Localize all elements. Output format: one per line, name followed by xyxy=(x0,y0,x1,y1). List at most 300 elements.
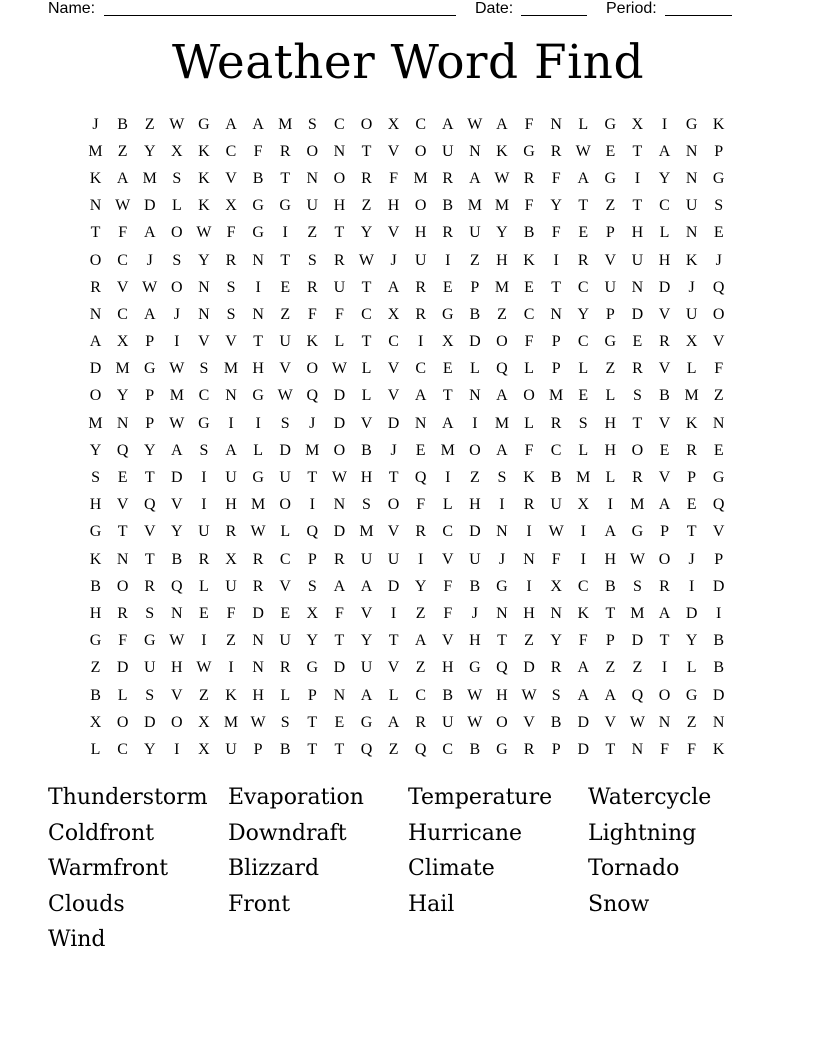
grid-letter: T xyxy=(578,197,589,215)
grid-letter: G xyxy=(252,387,264,405)
grid-letter: A xyxy=(577,169,590,187)
grid-letter: M xyxy=(494,414,510,432)
grid-letter: N xyxy=(252,251,264,269)
grid-letter: Q xyxy=(414,469,427,487)
grid-letter: P xyxy=(605,305,615,323)
grid-letter: Z xyxy=(469,251,480,269)
grid-letter: I xyxy=(445,469,451,487)
name-blank-line xyxy=(104,0,456,16)
grid-letter: E xyxy=(524,278,534,296)
grid-letter: S xyxy=(362,496,371,514)
grid-letter: S xyxy=(578,414,588,432)
grid-letter: K xyxy=(198,197,210,215)
grid-letter: U xyxy=(360,550,373,568)
grid-letter: P xyxy=(551,333,561,351)
grid-letter: C xyxy=(415,686,426,704)
grid-letter: W xyxy=(575,142,591,160)
grid-letter: M xyxy=(576,469,591,487)
grid-letter: H xyxy=(360,469,373,487)
grid-letter: U xyxy=(469,224,481,242)
grid-row xyxy=(82,709,742,736)
grid-letter: B xyxy=(659,387,670,405)
grid-letter: P xyxy=(307,550,317,568)
grid-letter: S xyxy=(632,577,642,595)
grid-letter: Z xyxy=(605,659,616,677)
grid-letter: S xyxy=(307,115,317,133)
grid-letter: S xyxy=(172,251,182,269)
grid-letter: E xyxy=(280,278,291,296)
grid-letter: E xyxy=(199,604,209,622)
grid-letter: B xyxy=(361,441,372,459)
grid-letter: B xyxy=(279,740,291,758)
grid-letter: V xyxy=(387,224,400,242)
grid-letter: I xyxy=(228,414,234,432)
grid-letter: O xyxy=(306,142,319,160)
grid-letter: E xyxy=(713,224,724,242)
grid-letter: U xyxy=(469,550,481,568)
grid-letter: Y xyxy=(171,523,183,541)
grid-letter: Z xyxy=(686,713,697,731)
grid-letter: L xyxy=(361,360,372,378)
grid-letter: D xyxy=(171,469,183,487)
grid-letter: R xyxy=(415,278,426,296)
grid-letter: A xyxy=(171,441,183,459)
grid-letter: I xyxy=(228,659,234,677)
grid-letter: K xyxy=(712,115,725,133)
grid-letter: D xyxy=(279,441,291,459)
grid-letter: N xyxy=(685,169,698,187)
grid-letter: H xyxy=(604,550,617,568)
grid-letter: G xyxy=(469,659,481,677)
grid-letter: D xyxy=(252,604,264,622)
grid-row xyxy=(82,138,742,165)
grid-letter: U xyxy=(225,469,237,487)
grid-letter: O xyxy=(171,224,183,242)
grid-letter: C xyxy=(279,550,291,568)
grid-letter: O xyxy=(279,496,291,514)
grid-letter: Z xyxy=(605,360,616,378)
grid-letter: D xyxy=(469,523,481,541)
grid-letter: R xyxy=(577,251,589,269)
grid-letter: T xyxy=(280,169,291,187)
grid-letter: U xyxy=(441,142,454,160)
grid-letter: S xyxy=(280,713,290,731)
grid-letter: E xyxy=(415,441,426,459)
grid-letter: V xyxy=(225,333,237,351)
grid-letter: N xyxy=(333,496,346,514)
grid-letter: J xyxy=(146,251,153,269)
grid-letter: M xyxy=(494,197,510,215)
grid-letter: X xyxy=(198,740,210,758)
grid-row xyxy=(82,301,742,328)
grid-letter: B xyxy=(469,740,481,758)
grid-letter: B xyxy=(252,169,264,187)
grid-letter: W xyxy=(629,550,645,568)
grid-letter: A xyxy=(225,441,237,459)
grid-letter: D xyxy=(89,360,102,378)
grid-letter: N xyxy=(523,550,535,568)
grid-letter: R xyxy=(442,169,454,187)
grid-letter: Z xyxy=(632,659,643,677)
grid-letter: C xyxy=(415,115,426,133)
grid-letter: S xyxy=(145,604,155,622)
grid-letter: C xyxy=(117,305,128,323)
grid-letter: F xyxy=(118,224,128,242)
grid-letter: E xyxy=(117,469,128,487)
grid-letter: Y xyxy=(360,632,373,650)
grid-letter: R xyxy=(415,305,426,323)
grid-letter: L xyxy=(90,740,101,758)
grid-letter: W xyxy=(196,659,212,677)
grid-letter: B xyxy=(469,577,481,595)
grid-letter: J xyxy=(173,305,180,323)
grid-letter: T xyxy=(361,278,372,296)
grid-letter: B xyxy=(713,659,725,677)
grid-letter: B xyxy=(117,115,128,133)
grid-letter: A xyxy=(496,387,508,405)
grid-letter: Q xyxy=(116,441,129,459)
grid-letter: P xyxy=(145,333,155,351)
grid-letter: Y xyxy=(306,632,319,650)
grid-letter: U xyxy=(604,278,617,296)
grid-letter: G xyxy=(631,523,644,541)
grid-letter: U xyxy=(279,632,291,650)
grid-row xyxy=(82,546,742,573)
grid-letter: O xyxy=(496,713,508,731)
grid-letter: T xyxy=(144,469,155,487)
grid-letter: S xyxy=(226,305,236,323)
grid-letter: H xyxy=(441,659,454,677)
grid-letter: S xyxy=(280,414,290,432)
grid-letter: O xyxy=(89,387,102,405)
grid-letter: T xyxy=(361,333,372,351)
grid-letter: M xyxy=(494,278,510,296)
grid-letter: U xyxy=(279,469,291,487)
grid-letter: D xyxy=(143,197,156,215)
grid-letter: A xyxy=(225,115,237,133)
grid-letter: N xyxy=(631,740,644,758)
grid-letter: F xyxy=(524,441,534,459)
grid-letter: I xyxy=(255,414,261,432)
grid-letter: H xyxy=(496,251,508,269)
grid-letter: S xyxy=(172,169,182,187)
grid-letter: R xyxy=(117,604,128,622)
grid-letter: U xyxy=(333,278,346,296)
grid-letter: U xyxy=(685,305,698,323)
grid-letter: C xyxy=(577,577,589,595)
grid-letter: M xyxy=(88,142,103,160)
grid-letter: K xyxy=(306,333,319,351)
grid-letter: Y xyxy=(550,197,562,215)
grid-letter: F xyxy=(524,115,534,133)
grid-letter: N xyxy=(414,414,427,432)
grid-letter: G xyxy=(604,169,617,187)
grid-letter: I xyxy=(688,577,695,595)
grid-letter: A xyxy=(143,224,156,242)
grid-letter: O xyxy=(360,115,373,133)
grid-letter: T xyxy=(307,740,318,758)
grid-letter: Q xyxy=(712,278,725,296)
grid-letter: L xyxy=(524,360,534,378)
grid-letter: G xyxy=(685,686,698,704)
grid-letter: G xyxy=(143,360,156,378)
grid-letter: V xyxy=(116,278,129,296)
grid-letter: S xyxy=(307,251,317,269)
grid-letter: N xyxy=(306,169,319,187)
grid-letter: X xyxy=(631,115,644,133)
grid-letter: F xyxy=(443,604,453,622)
grid-letter: F xyxy=(714,360,724,378)
grid-letter: P xyxy=(307,686,317,704)
grid-letter: E xyxy=(442,360,453,378)
grid-letter: B xyxy=(550,469,562,487)
grid-letter: T xyxy=(280,251,291,269)
grid-letter: C xyxy=(361,305,372,323)
grid-letter: U xyxy=(685,197,698,215)
grid-letter: L xyxy=(605,387,616,405)
grid-letter: C xyxy=(550,441,562,459)
grid-letter: L xyxy=(280,523,291,541)
grid-letter: G xyxy=(712,469,725,487)
word-list-item: Tornado xyxy=(588,856,680,882)
grid-letter: R xyxy=(225,523,237,541)
grid-letter: O xyxy=(469,441,481,459)
grid-letter: A xyxy=(414,387,427,405)
grid-letter: L xyxy=(578,115,589,133)
grid-letter: V xyxy=(387,360,400,378)
grid-letter: I xyxy=(472,414,478,432)
grid-letter: I xyxy=(553,251,559,269)
grid-letter: O xyxy=(523,387,535,405)
grid-letter: K xyxy=(89,550,102,568)
grid-letter: V xyxy=(387,387,400,405)
grid-letter: S xyxy=(497,469,507,487)
grid-letter: D xyxy=(658,278,671,296)
grid-letter: R xyxy=(279,142,291,160)
grid-row xyxy=(82,165,742,192)
grid-letter: R xyxy=(252,577,264,595)
grid-letter: N xyxy=(116,550,129,568)
grid-letter: M xyxy=(223,713,239,731)
grid-letter: Q xyxy=(171,577,183,595)
grid-letter: K xyxy=(577,604,590,622)
grid-letter: G xyxy=(252,224,264,242)
grid-letter: M xyxy=(684,387,699,405)
grid-letter: V xyxy=(225,169,237,187)
grid-letter: F xyxy=(443,577,453,595)
grid-letter: J xyxy=(688,550,695,568)
grid-row xyxy=(82,437,742,464)
grid-letter: S xyxy=(199,441,209,459)
grid-letter: B xyxy=(523,224,535,242)
grid-letter: H xyxy=(387,197,400,215)
grid-letter: V xyxy=(523,713,535,731)
grid-letter: R xyxy=(415,523,426,541)
date-blank-line xyxy=(521,0,587,16)
grid-letter: Z xyxy=(415,604,426,622)
grid-letter: G xyxy=(496,740,508,758)
grid-letter: L xyxy=(524,414,534,432)
grid-letter: P xyxy=(253,740,263,758)
grid-letter: X xyxy=(89,713,102,731)
grid-letter: I xyxy=(580,550,586,568)
grid-letter: K xyxy=(225,686,237,704)
grid-letter: N xyxy=(496,604,508,622)
grid-letter: D xyxy=(577,740,590,758)
grid-letter: Y xyxy=(685,632,698,650)
grid-letter: F xyxy=(551,224,561,242)
grid-letter: V xyxy=(279,360,291,378)
grid-letter: K xyxy=(523,251,535,269)
grid-letter: F xyxy=(524,333,534,351)
grid-row xyxy=(82,220,742,247)
grid-letter: Z xyxy=(415,659,426,677)
grid-letter: I xyxy=(418,550,424,568)
grid-letter: M xyxy=(88,414,103,432)
grid-letter: W xyxy=(142,278,158,296)
grid-letter: M xyxy=(223,360,239,378)
grid-letter: T xyxy=(497,632,507,650)
grid-row xyxy=(82,410,742,437)
grid-letter: N xyxy=(252,659,264,677)
grid-letter: Y xyxy=(143,740,156,758)
grid-letter: C xyxy=(577,278,589,296)
grid-letter: E xyxy=(578,224,589,242)
grid-letter: T xyxy=(253,333,263,351)
grid-letter: N xyxy=(712,713,725,731)
grid-letter: F xyxy=(226,224,236,242)
grid-row xyxy=(82,329,742,356)
grid-letter: D xyxy=(523,659,535,677)
grid-letter: C xyxy=(225,142,237,160)
word-list xyxy=(48,780,768,958)
grid-letter: Q xyxy=(306,387,319,405)
grid-letter: W xyxy=(467,686,483,704)
grid-letter: T xyxy=(90,224,101,242)
period-label: Period: xyxy=(606,0,657,17)
grid-letter: H xyxy=(414,224,427,242)
grid-letter: X xyxy=(550,577,562,595)
grid-letter: R xyxy=(334,550,345,568)
grid-letter: I xyxy=(607,496,613,514)
grid-letter: D xyxy=(143,713,156,731)
grid-letter: G xyxy=(604,115,617,133)
date-label: Date: xyxy=(475,0,514,17)
grid-letter: U xyxy=(143,659,156,677)
grid-letter: M xyxy=(630,496,645,514)
grid-letter: D xyxy=(116,659,129,677)
grid-letter: J xyxy=(715,251,722,269)
grid-letter: H xyxy=(252,360,264,378)
grid-letter: U xyxy=(550,496,562,514)
grid-letter: K xyxy=(198,169,210,187)
grid-letter: B xyxy=(442,686,454,704)
letter-grid xyxy=(82,111,742,764)
grid-letter: T xyxy=(659,632,670,650)
grid-letter: P xyxy=(714,142,724,160)
grid-row xyxy=(82,274,742,301)
grid-letter: I xyxy=(390,604,397,622)
grid-letter: O xyxy=(414,197,427,215)
grid-letter: U xyxy=(198,523,210,541)
grid-letter: J xyxy=(390,441,397,459)
grid-letter: P xyxy=(687,469,697,487)
grid-letter: T xyxy=(117,523,128,541)
grid-letter: L xyxy=(442,496,453,514)
grid-letter: P xyxy=(714,550,724,568)
grid-letter: T xyxy=(388,632,399,650)
grid-letter: W xyxy=(250,523,266,541)
grid-letter: X xyxy=(441,333,454,351)
grid-letter: H xyxy=(658,251,671,269)
grid-letter: O xyxy=(89,251,102,269)
grid-letter: I xyxy=(174,333,180,351)
grid-letter: D xyxy=(685,604,698,622)
grid-letter: O xyxy=(387,496,400,514)
grid-letter: F xyxy=(226,604,236,622)
grid-letter: D xyxy=(387,577,400,595)
grid-letter: O xyxy=(658,686,671,704)
grid-row xyxy=(82,492,742,519)
grid-letter: Z xyxy=(144,115,155,133)
grid-letter: S xyxy=(226,278,236,296)
grid-letter: T xyxy=(551,278,562,296)
grid-letter: T xyxy=(632,197,643,215)
grid-letter: P xyxy=(660,523,669,541)
grid-letter: A xyxy=(414,632,427,650)
grid-letter: N xyxy=(631,278,644,296)
grid-letter: A xyxy=(604,686,617,704)
grid-letter: C xyxy=(577,333,589,351)
grid-letter: X xyxy=(577,496,590,514)
word-list-item: Hail xyxy=(408,891,455,917)
grid-letter: W xyxy=(196,224,212,242)
grid-letter: C xyxy=(198,387,210,405)
grid-letter: A xyxy=(658,496,671,514)
grid-letter: N xyxy=(171,604,183,622)
grid-letter: Z xyxy=(388,740,399,758)
grid-letter: H xyxy=(523,604,535,622)
grid-letter: E xyxy=(578,387,589,405)
grid-letter: Z xyxy=(90,659,101,677)
grid-letter: M xyxy=(278,115,293,133)
grid-letter: R xyxy=(659,577,670,595)
grid-letter: A xyxy=(360,577,373,595)
grid-letter: N xyxy=(116,414,129,432)
grid-letter: W xyxy=(467,713,483,731)
grid-letter: E xyxy=(686,496,697,514)
grid-letter: E xyxy=(280,604,291,622)
grid-letter: N xyxy=(225,387,237,405)
grid-letter: F xyxy=(687,740,697,758)
grid-letter: W xyxy=(629,713,645,731)
grid-letter: R xyxy=(632,360,643,378)
grid-letter: B xyxy=(171,550,183,568)
grid-letter: E xyxy=(334,713,345,731)
grid-letter: Y xyxy=(414,577,427,595)
grid-letter: L xyxy=(253,441,263,459)
grid-letter: P xyxy=(551,360,561,378)
grid-letter: Y xyxy=(496,224,508,242)
word-list-item: Coldfront xyxy=(48,820,155,846)
word-list-item: Downdraft xyxy=(228,820,347,846)
grid-letter: Z xyxy=(361,197,372,215)
grid-letter: D xyxy=(333,659,346,677)
grid-letter: J xyxy=(92,115,99,133)
grid-letter: Y xyxy=(360,224,373,242)
grid-letter: V xyxy=(658,305,671,323)
grid-letter: N xyxy=(685,224,698,242)
